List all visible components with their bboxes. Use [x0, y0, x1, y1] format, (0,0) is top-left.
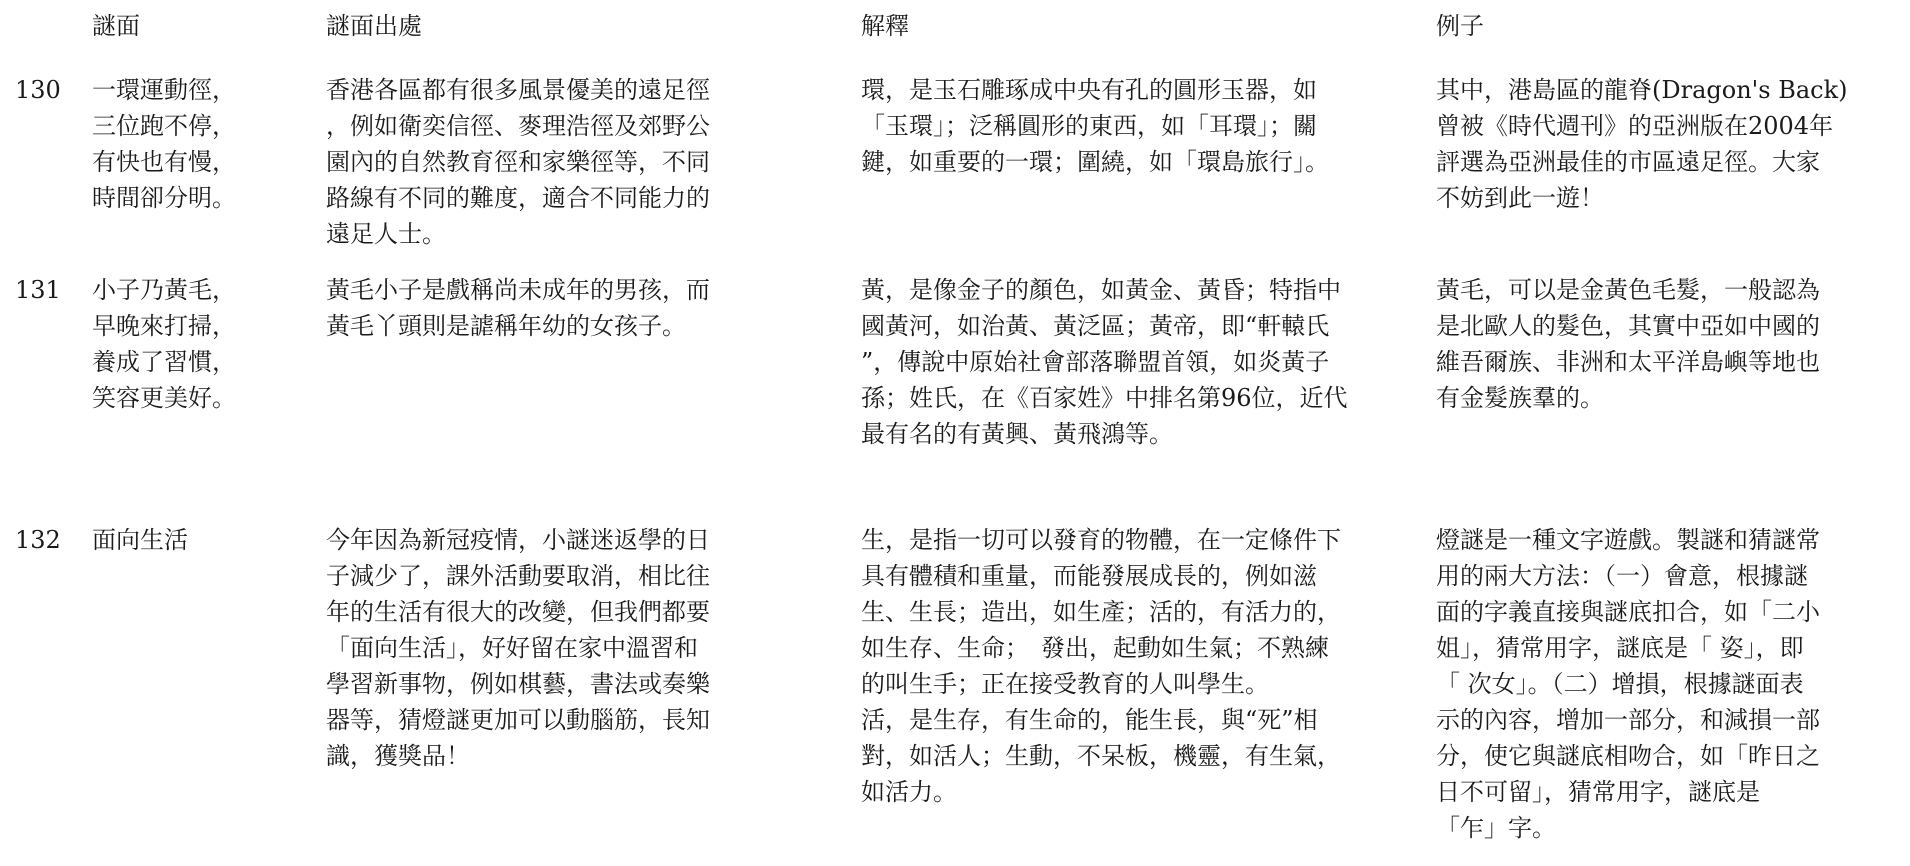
riddle-text: 面向生活: [92, 526, 188, 554]
header-riddle: 謎面: [92, 12, 140, 40]
table-row: [12, 272, 1902, 522]
riddle-example: 黃毛，可以是金黃色毛髮，一般認為 是北歐人的髮色，其實中亞如中國的 維吾爾族、非洲和太平洋島嶼等地也 有金髮族羣的。: [1436, 276, 1820, 412]
riddle-number: 132: [15, 526, 61, 554]
riddle-explanation: 環，是玉石雕琢成中央有孔的圓形玉器，如 「玉環」；泛稱圓形的東西，如「耳環」；關 鍵，如重要的一環；圍繞，如「環島旅行」。: [861, 76, 1329, 176]
table-header: [12, 8, 1902, 72]
riddle-explanation: 生，是指一切可以發育的物體，在一定條件下 具有體積和重量，而能發展成長的，例如滋 生、生長；造出，如生產；活的，有活力的， 如生存、生命； 發出，起動如生氣；不熟練 的叫生手；正在接受教育的人叫學生。 活，是生存，有生命的，能生長，與“死”相 對，如活人；生動，不呆板，機靈，有生氣， 如活力。: [861, 526, 1341, 806]
table-row: [12, 522, 1902, 846]
riddle-text: 小子乃黃毛， 早晚來打掃， 養成了習慣， 笑容更美好。: [92, 276, 236, 412]
riddle-table: [12, 8, 1902, 846]
riddle-source: 香港各區都有很多風景優美的遠足徑 ，例如衛奕信徑、麥理浩徑及郊野公 園內的自然教育徑和家樂徑等，不同 路線有不同的難度，適合不同能力的 遠足人士。: [326, 76, 710, 248]
header-source: 謎面出處: [326, 12, 422, 40]
riddle-explanation: 黃，是像金子的顏色，如黃金、黃昏；特指中 國黃河，如治黃、黃泛區；黃帝，即“軒轅氏 ”，傳說中原始社會部落聯盟首領，如炎黃子 孫；姓氏，在《百家姓》中排名第96位，近代 最有名的有黃興、黃飛鴻等。: [861, 276, 1348, 448]
riddle-number: 130: [15, 76, 61, 104]
riddle-example: 其中，港島區的龍脊(Dragon's Back) 曾被《時代週刊》的亞洲版在2004年 評選為亞洲最佳的市區遠足徑。大家 不妨到此一遊！: [1436, 76, 1848, 212]
riddle-source: 今年因為新冠疫情，小謎迷返學的日 子減少了，課外活動要取消，相比往 年的生活有很大的改變，但我們都要 「面向生活」，好好留在家中溫習和 學習新事物，例如棋藝，書法或奏樂 器等，猜燈謎更加可以動腦筋，長知 識，獲獎品！: [326, 526, 710, 770]
riddle-text: 一環運動徑， 三位跑不停， 有快也有慢， 時間卻分明。: [92, 76, 236, 212]
table-row: [12, 72, 1902, 272]
table-body: [12, 72, 1902, 846]
header-explanation: 解釋: [861, 12, 909, 40]
header-row: [12, 8, 1902, 72]
riddle-source: 黃毛小子是戲稱尚未成年的男孩，而 黃毛丫頭則是謔稱年幼的女孩子。: [326, 276, 710, 340]
riddle-example: 燈謎是一種文字遊戲。製謎和猜謎常 用的兩大方法：（一）會意，根據謎 面的字義直接與謎底扣合，如「二小 姐」，猜常用字，謎底是「 姿」，即 「 次女」。（二）增損，根據謎面表 示的內容，增加一部分，和減損一部 分，使它與謎底相吻合，如「昨日之 日不可留」，猜常用字，謎底是 「乍」字。: [1436, 526, 1820, 842]
riddle-number: 131: [15, 276, 61, 304]
header-example: 例子: [1436, 12, 1484, 40]
header-number: [12, 8, 92, 72]
